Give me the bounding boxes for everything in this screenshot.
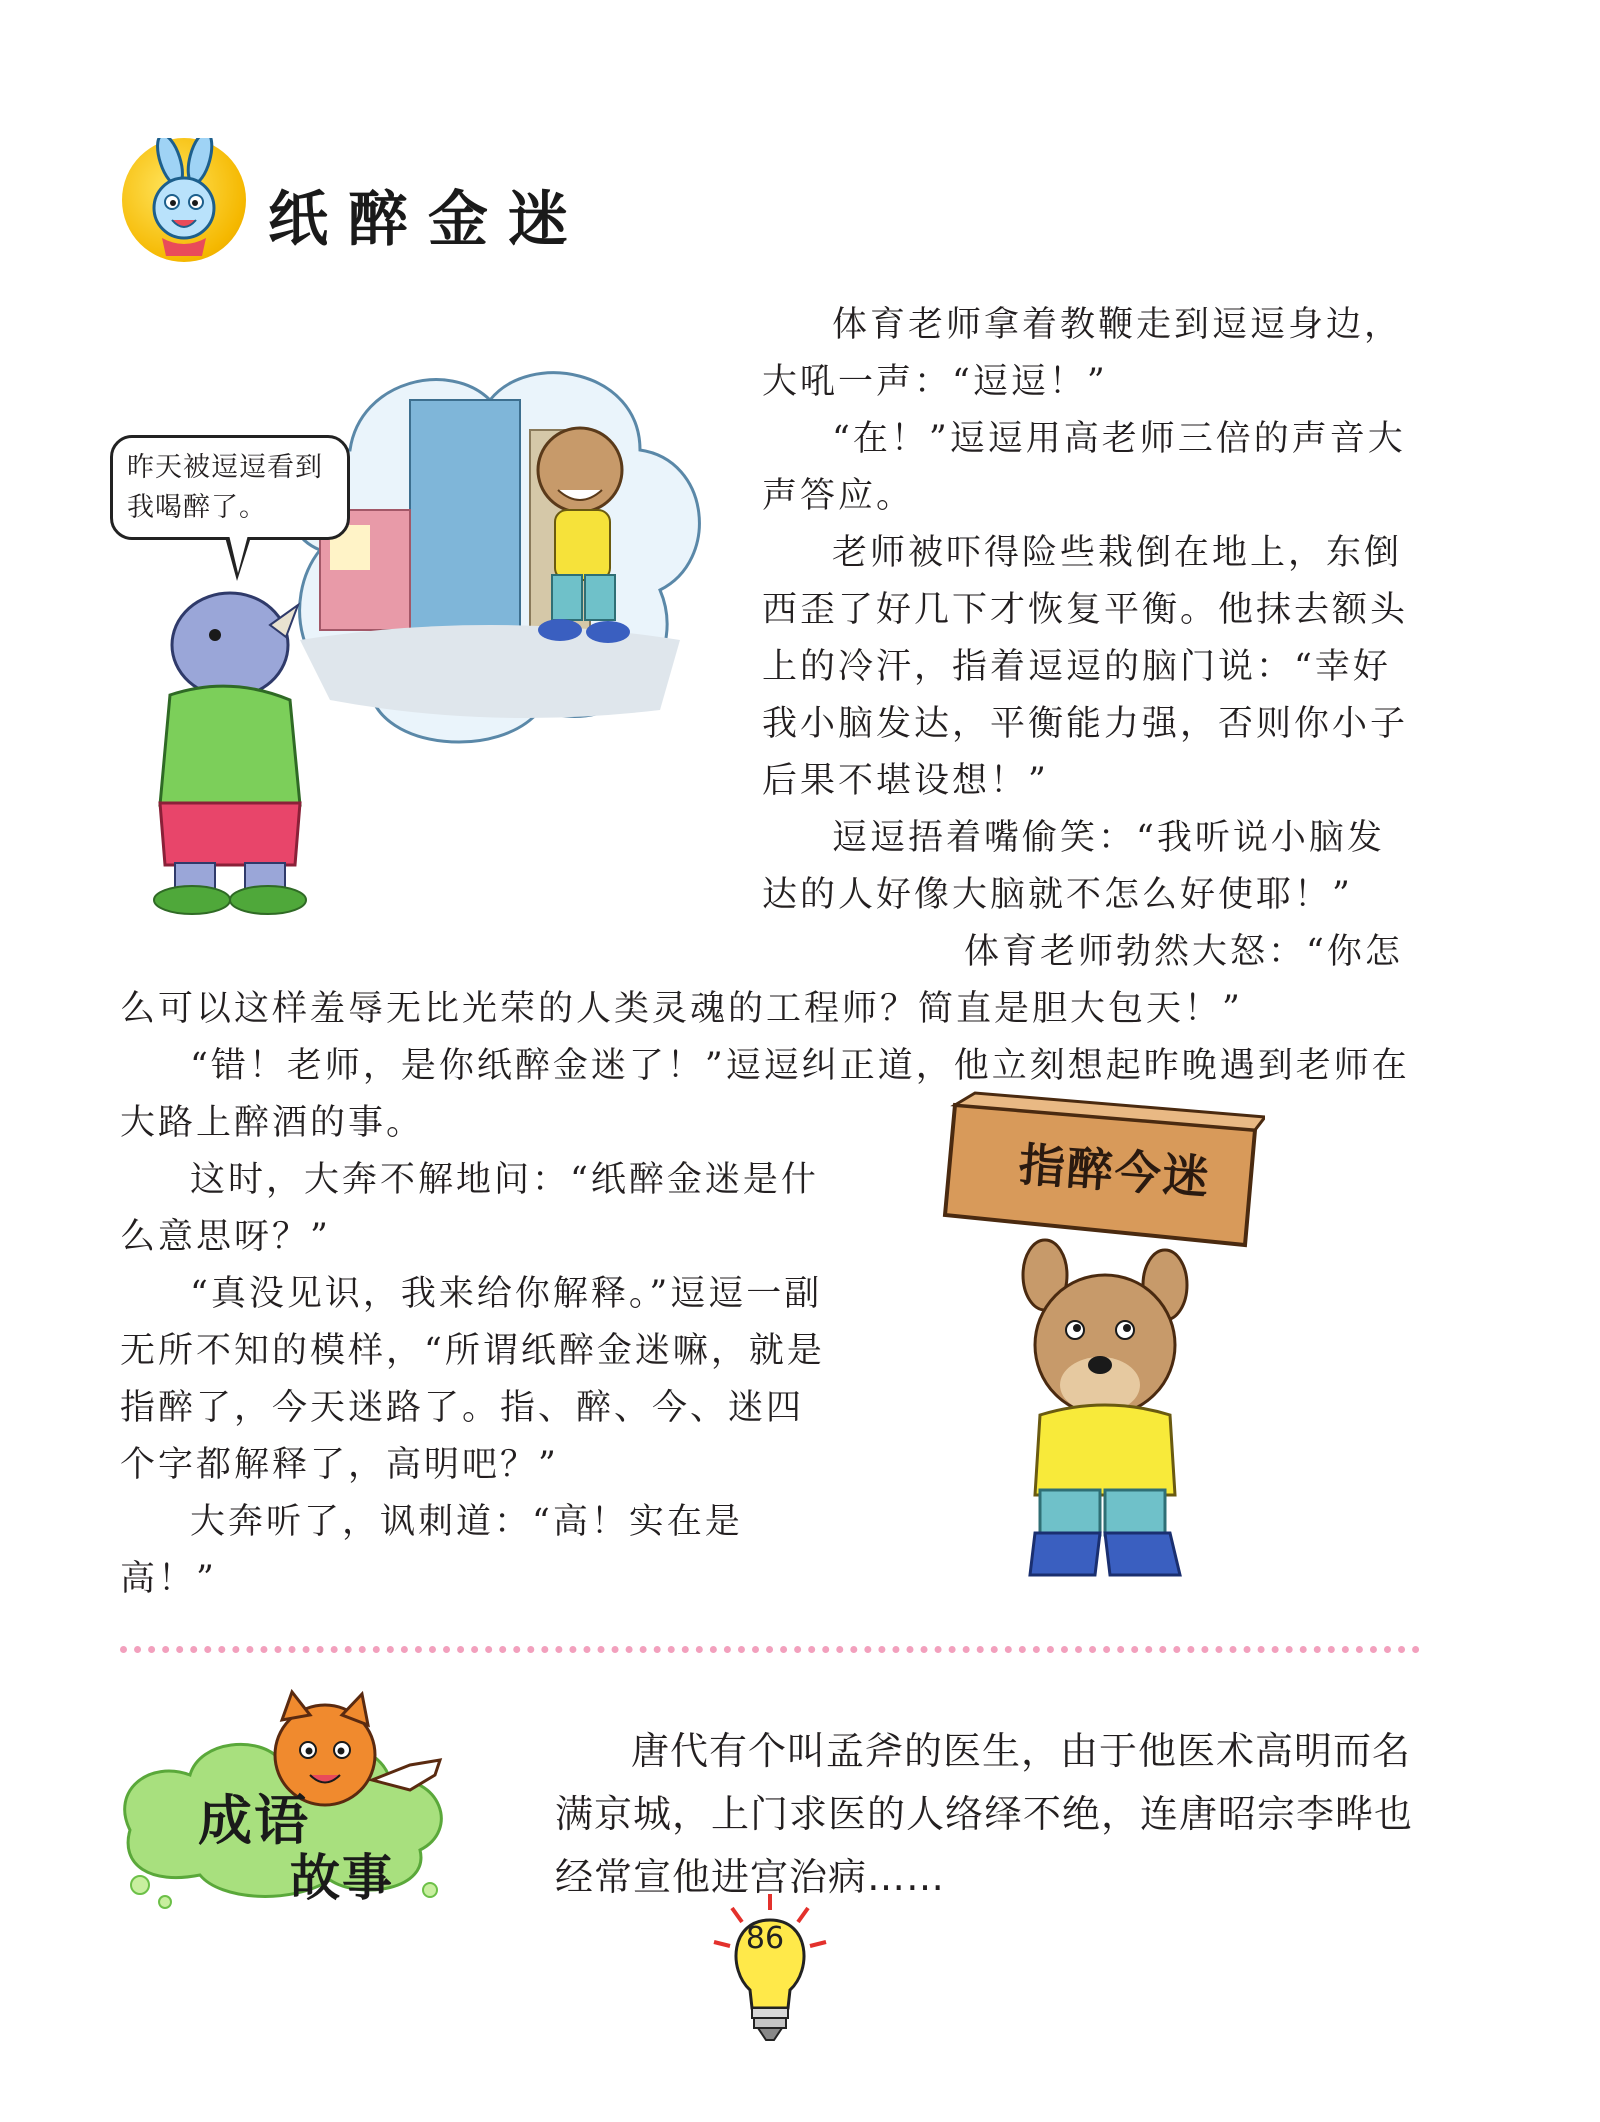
paragraph-6: “错！老师，是你纸醉金迷了！”逗逗纠正道，他立刻想起昨晚遇到老师在大路上醉酒的事。 bbox=[120, 1046, 1410, 1143]
paragraph-1: 体育老师拿着教鞭走到逗逗身边，大吼一声：“逗逗！” bbox=[762, 305, 1403, 402]
paragraph-5: 体育老师勃然大怒：“你怎么可以这样羞辱无比光荣的人类灵魂的工程师？简直是胆大包天！” bbox=[120, 932, 1403, 1029]
rabbit-mascot-icon bbox=[122, 138, 246, 262]
page-number: 86 bbox=[745, 1921, 785, 1956]
speech-bubble-tail-fill bbox=[229, 535, 248, 573]
speech-bubble: 昨天被逗逗看到我喝醉了。 bbox=[110, 435, 350, 540]
paragraph-3: 老师被吓得险些栽倒在地上，东倒西歪了好几下才恢复平衡。他抹去额头上的冷汗，指着逗逗的脑门说：“幸好我小脑发达，平衡能力强，否则你小子后果不堪设想！” bbox=[762, 533, 1409, 801]
paragraph-4: 逗逗捂着嘴偷笑：“我听说小脑发达的人好像大脑就不怎么好使耶！” bbox=[762, 818, 1385, 915]
idiom-label-line1: 成语 bbox=[198, 1789, 310, 1852]
dotted-divider bbox=[120, 1646, 1420, 1653]
paragraph-9: 大奔听了，讽刺道：“高！实在是高！” bbox=[120, 1502, 743, 1599]
rhino-character-illustration bbox=[120, 575, 340, 920]
paragraph-8: “真没见识，我来给你解释。”逗逗一副无所不知的模样，“所谓纸醉金迷嘛，就是指醉了，今天迷路了。指、醉、今、迷四个字都解释了，高明吧？” bbox=[120, 1274, 825, 1485]
light-bulb-icon bbox=[710, 1890, 830, 2060]
paragraph-2: “在！”逗逗用高老师三倍的声音大声答应。 bbox=[762, 419, 1406, 516]
page-title: 纸醉金迷 bbox=[268, 185, 588, 255]
sign-text: 指醉今迷 bbox=[1017, 1137, 1213, 1205]
idiom-story-text: 唐代有个叫孟斧的医生，由于他医术高明而名满京城，上门求医的人络绎不绝，连唐昭宗李晔也经常宣他进宫治病…… bbox=[555, 1729, 1414, 1899]
paragraph-7: 这时，大奔不解地问：“纸醉金迷是什么意思呀？” bbox=[120, 1160, 819, 1257]
idiom-label-line2: 故事 bbox=[290, 1849, 394, 1907]
